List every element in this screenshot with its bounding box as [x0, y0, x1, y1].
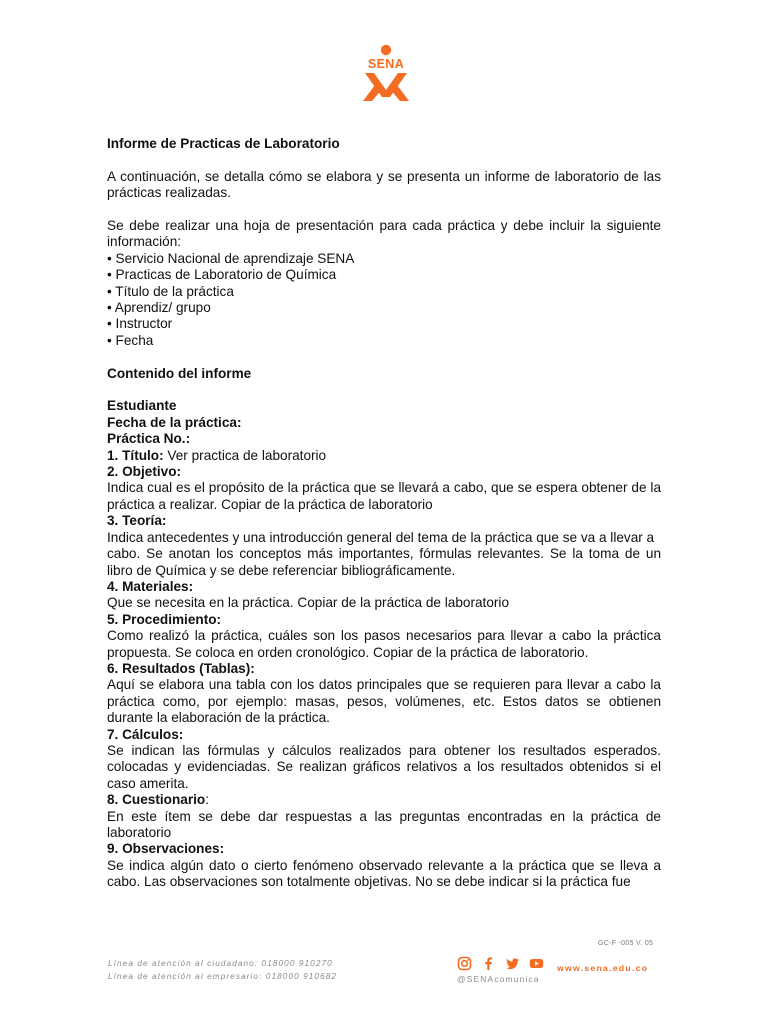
list-item: • Servicio Nacional de aprendizaje SENA — [107, 250, 355, 266]
intro-paragraph: A continuación, se detalla cómo se elabora y se presenta un informe de laboratorio de las prácticas realizadas. — [107, 168, 661, 201]
list-item: • Aprendiz/ grupo — [107, 300, 211, 316]
section-inline-text: Ver practica de laboratorio — [167, 447, 327, 463]
section-label: 1. Título: — [107, 447, 164, 463]
section-label: 4. Materiales: — [107, 578, 194, 594]
document-body — [107, 136, 661, 891]
section-cuestionario — [107, 792, 661, 808]
section-text: Que se necesita en la práctica. Copiar de la práctica de laboratorio — [107, 595, 509, 611]
section-label: 9. Observaciones: — [107, 841, 225, 857]
sena-logo — [359, 44, 413, 102]
business-line: Línea de atención al empresario: 018000 910682 — [108, 972, 338, 981]
list-item: • Fecha — [107, 332, 154, 348]
facebook-icon[interactable] — [481, 956, 496, 971]
section-label: 8. Cuestionario — [107, 792, 206, 808]
section-label-suffix: : — [205, 792, 209, 808]
practice-number-label: Práctica No.: — [107, 431, 191, 447]
list-item: • Instructor — [107, 316, 173, 332]
section-label: 5. Procedimiento: — [107, 611, 222, 627]
section-text: Indica cual es el propósito de la práctica que se llevará a cabo, que se espera obtener de la práctica a realizar. Copiar de la práctica de laboratorio — [107, 480, 661, 512]
cover-items-list — [107, 251, 661, 349]
youtube-icon[interactable] — [529, 956, 544, 971]
website-link[interactable]: www.sena.edu.co — [557, 963, 649, 973]
section-label: 3. Teoría: — [107, 513, 167, 529]
instagram-icon[interactable] — [457, 956, 472, 971]
svg-text:SENA: SENA — [367, 57, 405, 71]
student-label: Estudiante — [107, 398, 177, 414]
section-text: Como realizó la práctica, cuáles son los pasos necesarios para llevar a cabo la práctica propuesta. Se coloca en orden cronológico. Copiar de la práctica de laboratorio. — [107, 628, 661, 660]
section-text: En este ítem se debe dar respuestas a las preguntas encontradas en la práctica de laboratorio — [107, 808, 661, 840]
list-item: • Practicas de Laboratorio de Química — [107, 267, 337, 283]
section-text: Se indican las fórmulas y cálculos realizados para obtener los resultados esperados. colocadas y evidenciadas. Se realizan gráficos relativos a los resultados obtenidos si el caso amerita. — [107, 742, 661, 791]
section-titulo — [107, 448, 661, 464]
list-item: • Título de la práctica — [107, 283, 234, 299]
document-code: GC-F -005 V. 05 — [598, 940, 654, 947]
citizen-line: Línea de atención al ciudadano: 018000 910270 — [108, 959, 333, 968]
section-text: Indica antecedentes y una introducción general del tema de la práctica que se va a llevar a — [107, 529, 655, 545]
social-icons — [457, 954, 557, 972]
section-label: 6. Resultados (Tablas): — [107, 660, 255, 676]
document-title: Informe de Practicas de Laboratorio — [107, 136, 340, 151]
cover-intro-paragraph: Se debe realizar una hoja de presentación para cada práctica y debe incluir la siguiente información: — [107, 218, 661, 250]
section-text: cabo. Se anotan los conceptos más importantes, fórmulas relevantes. Se la toma de un libro de Química y se debe referenciar bibliográficamente. — [107, 546, 661, 578]
section-text: Se indica algún dato o cierto fenómeno observado relevante a la práctica que se lleva a cabo. Las observaciones son totalmente objetivas. No se debe indicar si la práctica fue — [107, 857, 661, 890]
contact-lines — [108, 957, 337, 983]
twitter-icon[interactable] — [505, 956, 520, 971]
content-heading: Contenido del informe — [107, 365, 252, 381]
section-label: 7. Cálculos: — [107, 726, 184, 742]
social-block — [457, 954, 557, 984]
section-text: Aquí se elabora una tabla con los datos principales que se requieren para llevar a cabo la práctica como, por ejemplo: masas, pesos, volúmenes, etc. Estos datos se obtienen durante la elaboración de la práctica. — [107, 677, 661, 726]
section-label: 2. Objetivo: — [107, 464, 182, 480]
social-handle: @SENAcomunica — [457, 974, 540, 984]
practice-date-label: Fecha de la práctica: — [107, 414, 242, 430]
